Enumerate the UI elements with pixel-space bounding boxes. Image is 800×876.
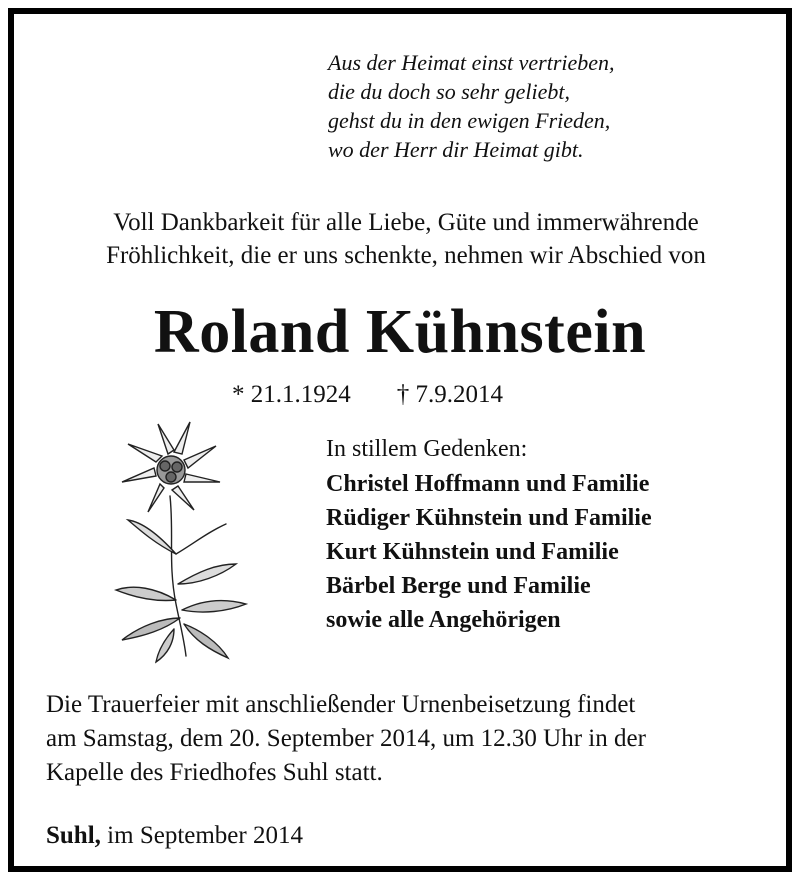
mourners-list: [326, 432, 766, 637]
deceased-name: Roland Kühnstein: [153, 298, 647, 366]
funeral-line: am Samstag, dem 20. September 2014, um 12.30 Uhr in der: [46, 725, 646, 752]
verse-line: wo der Herr dir Heimat gibt.: [328, 137, 584, 162]
funeral-line: Kapelle des Friedhofes Suhl statt.: [46, 759, 383, 786]
verse-line: Aus der Heimat einst vertrieben,: [328, 50, 615, 75]
verse-line: die du doch so sehr geliebt,: [328, 79, 570, 104]
intro-line: Fröhlichkeit, die er uns schenkte, nehmen wir Abschied von: [106, 242, 706, 269]
intro-line: Voll Dankbarkeit für alle Liebe, Güte und immerwährende: [113, 209, 699, 236]
closing-date: im September 2014: [107, 822, 303, 849]
verse-line: gehst du in den ewigen Frieden,: [328, 108, 611, 133]
funeral-notice: [46, 688, 776, 790]
mourner-entry: Christel Hoffmann und Familie: [326, 471, 650, 497]
intro-text: [46, 206, 766, 272]
obituary-frame: [8, 8, 792, 872]
life-dates: [232, 379, 632, 411]
verse: [328, 48, 728, 164]
funeral-line: Die Trauerfeier mit anschließender Urnenbeisetzung findet: [46, 691, 636, 718]
birth-date: * 21.1.1924: [232, 381, 351, 408]
edelweiss-flower-icon: [98, 404, 248, 666]
mourner-entry: Rüdiger Kühnstein und Familie: [326, 505, 652, 531]
mourners-heading: In stillem Gedenken:: [326, 436, 528, 462]
mourner-entry: sowie alle Angehörigen: [326, 607, 561, 633]
mourner-entry: Kurt Kühnstein und Familie: [326, 539, 619, 565]
death-date: † 7.9.2014: [396, 381, 503, 408]
closing-place: Suhl,: [46, 822, 101, 849]
mourner-entry: Bärbel Berge und Familie: [326, 573, 591, 599]
closing-line: [46, 820, 646, 852]
